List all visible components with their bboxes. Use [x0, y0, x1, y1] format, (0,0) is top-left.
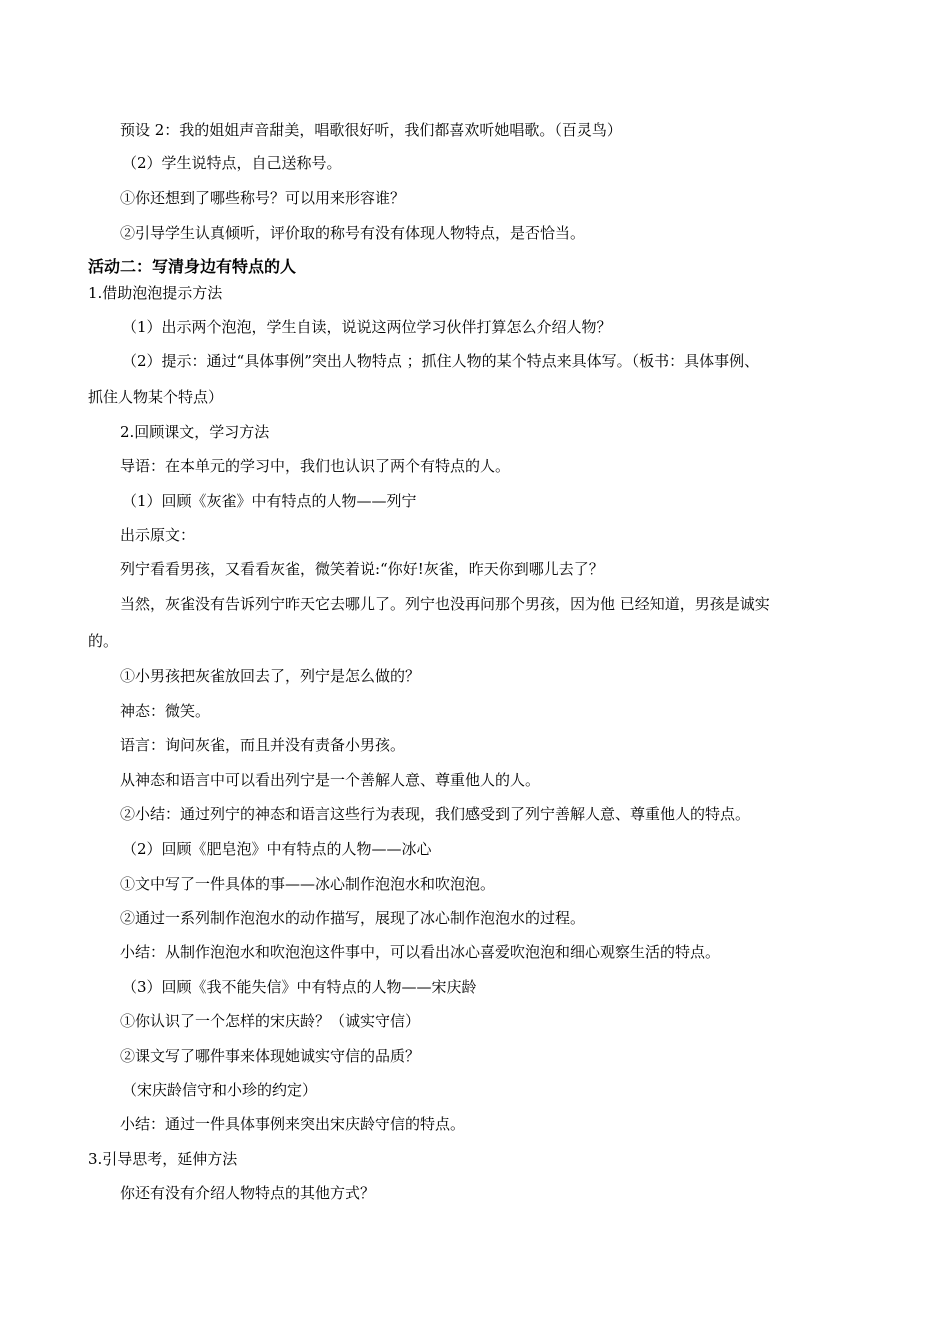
text-line: （3）回顾《我不能失信》中有特点的人物——宋庆龄 [122, 978, 477, 996]
text-line: ①小男孩把灰雀放回去了，列宁是怎么做的？ [120, 667, 421, 685]
text-line: ①文中写了一件具体的事——冰心制作泡泡水和吹泡泡。 [120, 875, 496, 893]
text-line: 的。 [88, 632, 119, 650]
text-line: ②课文写了哪件事来体现她诚实守信的品质？ [120, 1047, 421, 1065]
text-line: 1.借助泡泡提示方法 [88, 284, 223, 302]
text-line: 导语：在本单元的学习中，我们也认识了两个有特点的人。 [120, 457, 511, 475]
text-line: ①你认识了一个怎样的宋庆龄？（诚实守信） [120, 1012, 421, 1030]
text-line: 列宁看看男孩，又看看灰雀，微笑着说:“你好!灰雀，昨天你到哪儿去了？ [120, 560, 604, 578]
text-line: 语言：询问灰雀，而且并没有责备小男孩。 [120, 736, 406, 754]
text-line: ②小结：通过列宁的神态和语言这些行为表现，我们感受到了列宁善解人意、尊重他人的特点。 [120, 805, 751, 823]
text-line: （宋庆龄信守和小珍的约定） [122, 1081, 318, 1099]
text-line: 小结：通过一件具体事例来突出宋庆龄守信的特点。 [120, 1115, 466, 1133]
text-line: 预设 2：我的姐姐声音甜美，唱歌很好听，我们都喜欢听她唱歌。（百灵鸟） [120, 121, 622, 139]
section-heading: 活动二：写清身边有特点的人 [88, 257, 297, 276]
text-line: 神态：微笑。 [120, 702, 211, 720]
text-line: （2）提示：通过“具体事例”突出人物特点 ；抓住人物的某个特点来具体写。（板书：具体事例、 [122, 352, 760, 370]
text-line: （1）回顾《灰雀》中有特点的人物——列宁 [122, 492, 417, 510]
text-line: ②通过一系列制作泡泡水的动作描写，展现了冰心制作泡泡水的过程。 [120, 909, 586, 927]
text-line: 抓住人物某个特点） [88, 388, 224, 406]
text-line: 当然，灰雀没有告诉列宁昨天它去哪儿了。列宁也没再问那个男孩，因为他 已经知道，男孩是诚实 [120, 595, 770, 613]
text-line: 2.回顾课文，学习方法 [120, 423, 270, 441]
text-line: 从神态和语言中可以看出列宁是一个善解人意、尊重他人的人。 [120, 771, 541, 789]
text-line: 小结：从制作泡泡水和吹泡泡这件事中，可以看出冰心喜爱吹泡泡和细心观察生活的特点。 [120, 943, 721, 961]
text-line: ②引导学生认真倾听，评价取的称号有没有体现人物特点，是否恰当。 [120, 224, 586, 242]
text-line: 3.引导思考，延伸方法 [88, 1150, 238, 1168]
text-line: 你还有没有介绍人物特点的其他方式？ [120, 1184, 376, 1202]
text-line: （2）学生说特点，自己送称号。 [122, 154, 342, 172]
text-line: （1）出示两个泡泡，学生自读，说说这两位学习伙伴打算怎么介绍人物？ [122, 318, 612, 336]
text-line: ①你还想到了哪些称号？可以用来形容谁？ [120, 189, 406, 207]
text-line: 出示原文： [120, 526, 196, 544]
text-line: （2）回顾《肥皂泡》中有特点的人物——冰心 [122, 840, 432, 858]
